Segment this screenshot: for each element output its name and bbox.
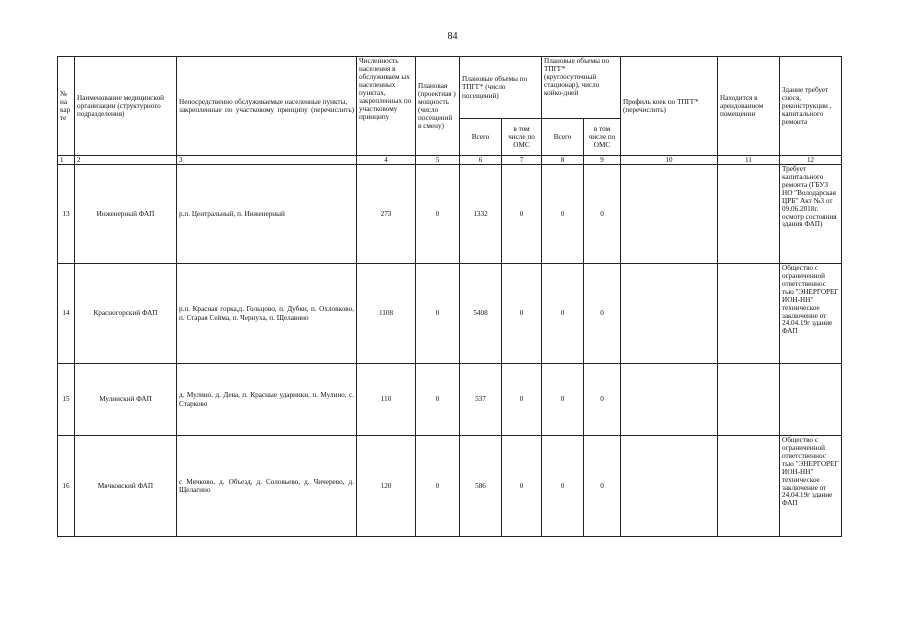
- header-served-settlements: Непосредственно обслуживаемые населенные пункты, закрепленные по участковому принципу (перечислить): [177, 57, 357, 156]
- facility-name: Красногорский ФАП: [75, 264, 177, 364]
- column-number: 2: [75, 156, 177, 165]
- capacity: 0: [416, 436, 460, 537]
- beds-total: 0: [542, 165, 584, 264]
- capacity: 0: [416, 364, 460, 436]
- bed-profile: [621, 264, 718, 364]
- header-bed-profile: Профиль коек по ТПГГ* (перечислить): [621, 57, 718, 156]
- visits-total: 5408: [460, 264, 502, 364]
- header-map-number: № на кар те: [58, 57, 75, 156]
- served-settlements: р.п. Центральный, п. Инженерный: [177, 165, 357, 264]
- column-number: 5: [416, 156, 460, 165]
- header-population: Численность населения в обслуживаем ых населенных пунктах, закрепленных по участковому принципу: [357, 57, 416, 156]
- facility-name: Мячковский ФАП: [75, 436, 177, 537]
- bed-profile: [621, 436, 718, 537]
- header-visits-group: Плановые объемы по ТПГГ* (число посещений): [460, 57, 542, 119]
- column-number: 3: [177, 156, 357, 165]
- population: 120: [357, 436, 416, 537]
- beds-oms: 0: [584, 364, 621, 436]
- header-capacity: Плановая (проектная ) мощность (число посещений в смену): [416, 57, 460, 156]
- table-row: [58, 364, 842, 436]
- header-visits-oms: в том числе по ОМС: [502, 119, 542, 156]
- served-settlements: д. Мулино, д. Дева, п. Красные ударники, п. Мулино, с. Старково: [177, 364, 357, 436]
- column-number: 10: [621, 156, 718, 165]
- visits-oms: 0: [502, 264, 542, 364]
- building-status-note: Требует капитального ремонта (ГБУЗ НО "Володарская ЦРБ" Акт №3 от 09.06.2018г. осмотр состояния здания ФАП): [780, 165, 842, 264]
- facility-name: Мулинский ФАП: [75, 364, 177, 436]
- header-row: [58, 57, 842, 119]
- column-number: 1: [58, 156, 75, 165]
- column-number-row: [58, 156, 842, 165]
- header-beds-group: Плановые объемы по ТПГГ* (круглосуточный стационар), число койко-дней: [542, 57, 621, 119]
- column-number: 9: [584, 156, 621, 165]
- visits-oms: 0: [502, 436, 542, 537]
- building-status-note: Общество с ограниченной ответственнос тью "ЭНЕРГОРЕГ ИОН-НН" техническое заключение от 24.04.19г здание ФАП: [780, 436, 842, 537]
- served-settlements: с Мячково, д. Объезд, д. Соловьево, д. Чичерево, д. Щелагино: [177, 436, 357, 537]
- beds-total: 0: [542, 364, 584, 436]
- served-settlements: р.п. Красная горка,д. Гольцово, п. Дубки, п. Охловково, п. Старая Сейма, п. Чернуха, п. Щелавино: [177, 264, 357, 364]
- capacity: 0: [416, 165, 460, 264]
- beds-oms: 0: [584, 165, 621, 264]
- row-number: 13: [58, 165, 75, 264]
- row-number: 16: [58, 436, 75, 537]
- column-number: 7: [502, 156, 542, 165]
- visits-oms: 0: [502, 364, 542, 436]
- beds-total: 0: [542, 436, 584, 537]
- visits-oms: 0: [502, 165, 542, 264]
- bed-profile: [621, 165, 718, 264]
- building-status-note: [780, 364, 842, 436]
- building-status-note: Общество с ограниченной ответственнос тью "ЭНЕРГОРЕГ ИОН-НН" техническое заключение от 24.04.19г здание ФАП: [780, 264, 842, 364]
- table-row: [58, 264, 842, 364]
- header-visits-total: Всего: [460, 119, 502, 156]
- page-number: 84: [447, 31, 458, 42]
- beds-oms: 0: [584, 264, 621, 364]
- population: 273: [357, 165, 416, 264]
- facility-registry-table: [57, 56, 842, 537]
- column-number: 4: [357, 156, 416, 165]
- table-row: [58, 436, 842, 537]
- row-number: 15: [58, 364, 75, 436]
- header-beds-total: Всего: [542, 119, 584, 156]
- beds-oms: 0: [584, 436, 621, 537]
- column-number: 8: [542, 156, 584, 165]
- visits-total: 1332: [460, 165, 502, 264]
- column-number: 6: [460, 156, 502, 165]
- bed-profile: [621, 364, 718, 436]
- rented-flag: [718, 165, 780, 264]
- facility-name: Инженерный ФАП: [75, 165, 177, 264]
- column-number: 11: [718, 156, 780, 165]
- population: 1108: [357, 264, 416, 364]
- rented-flag: [718, 436, 780, 537]
- header-rented: Находится в арендованном помещении: [718, 57, 780, 156]
- visits-total: 537: [460, 364, 502, 436]
- population: 110: [357, 364, 416, 436]
- row-number: 14: [58, 264, 75, 364]
- header-beds-oms: в том числе по ОМС: [584, 119, 621, 156]
- column-number: 12: [780, 156, 842, 165]
- rented-flag: [718, 264, 780, 364]
- visits-total: 586: [460, 436, 502, 537]
- table-row: [58, 165, 842, 264]
- beds-total: 0: [542, 264, 584, 364]
- capacity: 0: [416, 264, 460, 364]
- header-org-name: Наименование медицинской организации (структурного подразделения): [75, 57, 177, 156]
- header-building-status: Здание требует снося, реконструкции , капитального ремонта: [780, 57, 842, 156]
- rented-flag: [718, 364, 780, 436]
